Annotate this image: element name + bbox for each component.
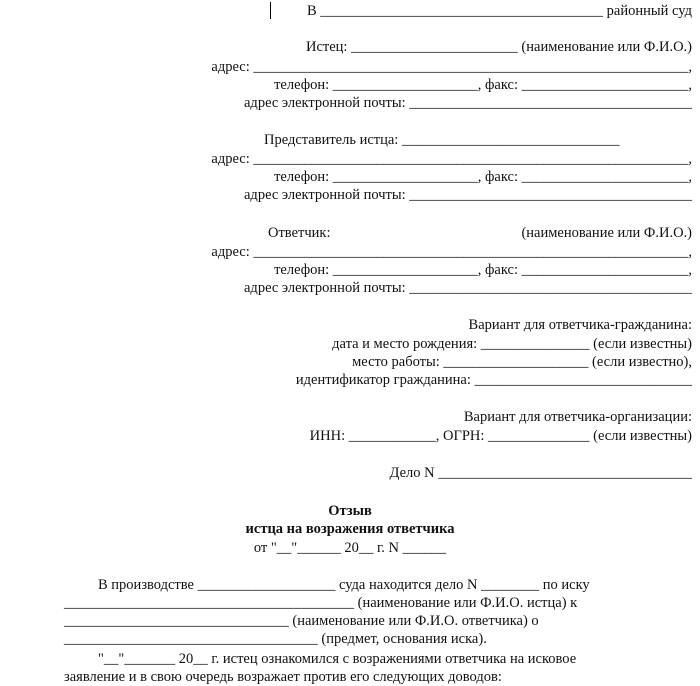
representative-name-line: Представитель истца: ______________________________ <box>264 132 620 148</box>
defendant-email-line: адрес электронной почты: _______________________________________ <box>244 280 692 296</box>
plaintiff-email-line: адрес электронной почты: _______________________________________ <box>244 95 692 111</box>
text-cursor <box>270 2 271 19</box>
representative-phone-fax-line: телефон: ____________________, факс: _______________________, <box>274 169 692 185</box>
citizen-id-line: идентификатор гражданина: ______________________________ <box>295 372 692 388</box>
org-variant-title: Вариант для ответчика-организации: <box>463 409 692 425</box>
org-inn-ogrn-line: ИНН: ____________, ОГРН: ______________ (если известны) <box>309 428 692 444</box>
representative-address-line: адрес: ____________________________________________________________, <box>211 151 692 167</box>
plaintiff-address-line: адрес: ____________________________________________________________, <box>211 59 692 75</box>
plaintiff-name-line: Истец: _______________________ (наименование или Ф.И.О.) <box>305 39 692 55</box>
citizen-work-line: место работы: ____________________ (если известно), <box>352 354 692 370</box>
defendant-label: Ответчик: <box>268 225 331 241</box>
court-line: В _______________________________________ районный суд <box>307 3 692 19</box>
body-paragraph2-line2: заявление и в свою очередь возражает против его следующих доводов: <box>64 669 502 685</box>
body-paragraph1-line3: _______________________________ (наименование или Ф.И.О. ответчика) о <box>64 613 539 629</box>
document-subtitle: истца на возражения ответчика <box>245 521 455 537</box>
body-paragraph1-line1: В производстве ___________________ суда находится дело N ________ по иску <box>98 577 590 593</box>
plaintiff-phone-fax-line: телефон: ____________________, факс: _______________________, <box>274 77 692 93</box>
body-paragraph1-line2: ________________________________________ (наименование или Ф.И.О. истца) к <box>64 595 578 611</box>
defendant-address-line: адрес: ____________________________________________________________, <box>211 244 692 260</box>
representative-email-line: адрес электронной почты: _______________________________________ <box>244 187 692 203</box>
defendant-phone-fax-line: телефон: ____________________, факс: _______________________, <box>274 262 692 278</box>
document-title: Отзыв <box>328 503 372 519</box>
document-date-line: от "__"______ 20__ г. N ______ <box>253 540 447 556</box>
case-number-line: Дело N ___________________________________ <box>389 465 692 481</box>
citizen-birth-line: дата и место рождения: _______________ (если известны) <box>332 336 692 352</box>
defendant-name-hint: (наименование или Ф.И.О.) <box>521 225 692 241</box>
citizen-variant-title: Вариант для ответчика-гражданина: <box>468 317 692 333</box>
body-paragraph1-line4: ___________________________________ (предмет, основания иска). <box>64 631 487 647</box>
body-paragraph2-line1: "__"_______ 20__ г. истец ознакомился с возражениями ответчика на исковое <box>98 651 577 667</box>
